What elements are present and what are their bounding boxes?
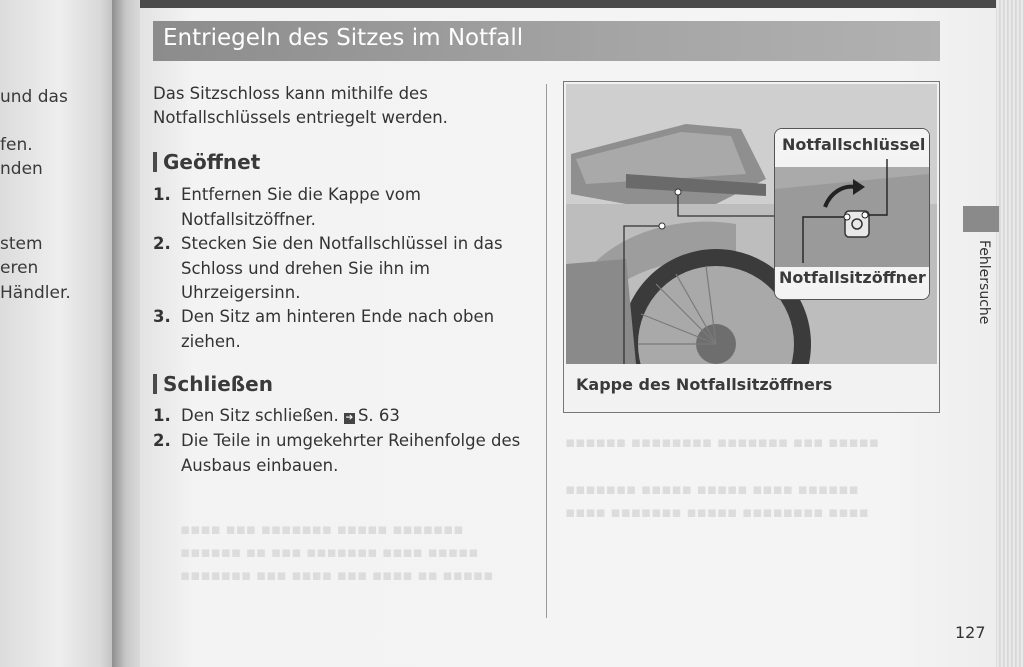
- left-page-line: nden: [0, 159, 43, 179]
- page-reference-icon[interactable]: ➔: [345, 413, 354, 423]
- step-number: 3.: [153, 307, 171, 326]
- top-edge-shadow: [140, 0, 1024, 8]
- intro-line: Notfallschlüssels entriegelt werden.: [153, 108, 448, 127]
- step-text: Notfallsitzöffner.: [181, 209, 316, 229]
- page-title: Entriegeln des Sitzes im Notfall: [163, 25, 524, 51]
- callout-seat-opener: Notfallsitzöffner: [776, 268, 929, 287]
- left-page-line: eren: [0, 258, 39, 278]
- step-text: Den Sitz schließen.: [181, 406, 339, 425]
- heading-open-text: Geöffnet: [163, 150, 261, 174]
- intro-paragraph: [153, 82, 448, 130]
- bleed-through-text: ▪▪▪▪▪▪ ▪▪ ▪▪▪ ▪▪▪▪▪▪▪ ▪▪▪▪ ▪▪▪▪▪: [180, 543, 479, 561]
- callout-emergency-key: Notfallschlüssel: [779, 135, 928, 154]
- chapter-tab-label[interactable]: Fehlersuche: [976, 240, 992, 325]
- page-stack-edge: [996, 0, 1024, 667]
- step-text: Entfernen Sie die Kappe vom: [181, 185, 421, 204]
- step-number: 1.: [153, 406, 171, 425]
- heading-open: [153, 150, 260, 174]
- intro-line: Das Sitzschloss kann mithilfe des: [153, 84, 428, 103]
- section-title-bar: [153, 21, 940, 61]
- step-number: 1.: [153, 185, 171, 204]
- heading-close-text: Schließen: [163, 372, 273, 396]
- bleed-through-text: ▪▪▪▪ ▪▪▪▪▪▪▪ ▪▪▪▪▪ ▪▪▪▪▪▪▪▪ ▪▪▪▪: [565, 503, 869, 521]
- left-page-line: stem: [0, 234, 43, 254]
- heading-close: [153, 372, 273, 396]
- heading-marker: [153, 152, 157, 172]
- bleed-through-text: ▪▪▪▪ ▪▪▪ ▪▪▪▪▪▪▪ ▪▪▪▪▪ ▪▪▪▪▪▪▪: [180, 520, 464, 538]
- step-number: 2.: [153, 431, 171, 450]
- page-number: 127: [955, 623, 986, 642]
- left-page: [0, 0, 118, 667]
- left-page-line: Händler.: [0, 283, 71, 303]
- chapter-tab-marker: [963, 206, 999, 232]
- step-number: 2.: [153, 234, 171, 253]
- left-page-line: fen.: [0, 135, 33, 155]
- page-reference-link[interactable]: S. 63: [357, 406, 400, 425]
- step-text: Den Sitz am hinteren Ende nach oben: [181, 307, 495, 326]
- step-text: Schloss und drehen Sie ihn im: [181, 258, 430, 278]
- left-page-line: und das: [0, 87, 68, 107]
- step-text: Uhrzeigersinn.: [181, 283, 301, 302]
- step-text: ziehen.: [181, 331, 241, 351]
- heading-marker: [153, 374, 157, 394]
- step-text: Die Teile in umgekehrter Reihenfolge des: [181, 431, 521, 450]
- bleed-through-text: ▪▪▪▪▪▪▪ ▪▪▪ ▪▪▪▪ ▪▪▪ ▪▪▪▪ ▪▪ ▪▪▪▪▪: [180, 566, 494, 584]
- step-text: Ausbaus einbauen.: [181, 455, 339, 475]
- step-text: Stecken Sie den Notfallschlüssel in das: [181, 234, 503, 253]
- bleed-through-text: ▪▪▪▪▪▪ ▪▪▪▪▪▪▪▪ ▪▪▪▪▪▪▪ ▪▪▪ ▪▪▪▪▪: [565, 433, 879, 451]
- column-divider: [546, 84, 547, 618]
- callout-opener-cap: Kappe des Notfallsitzöffners: [573, 375, 835, 394]
- bleed-through-text: ▪▪▪▪▪▪▪ ▪▪▪▪▪ ▪▪▪▪▪ ▪▪▪▪ ▪▪▪▪▪▪: [565, 480, 859, 498]
